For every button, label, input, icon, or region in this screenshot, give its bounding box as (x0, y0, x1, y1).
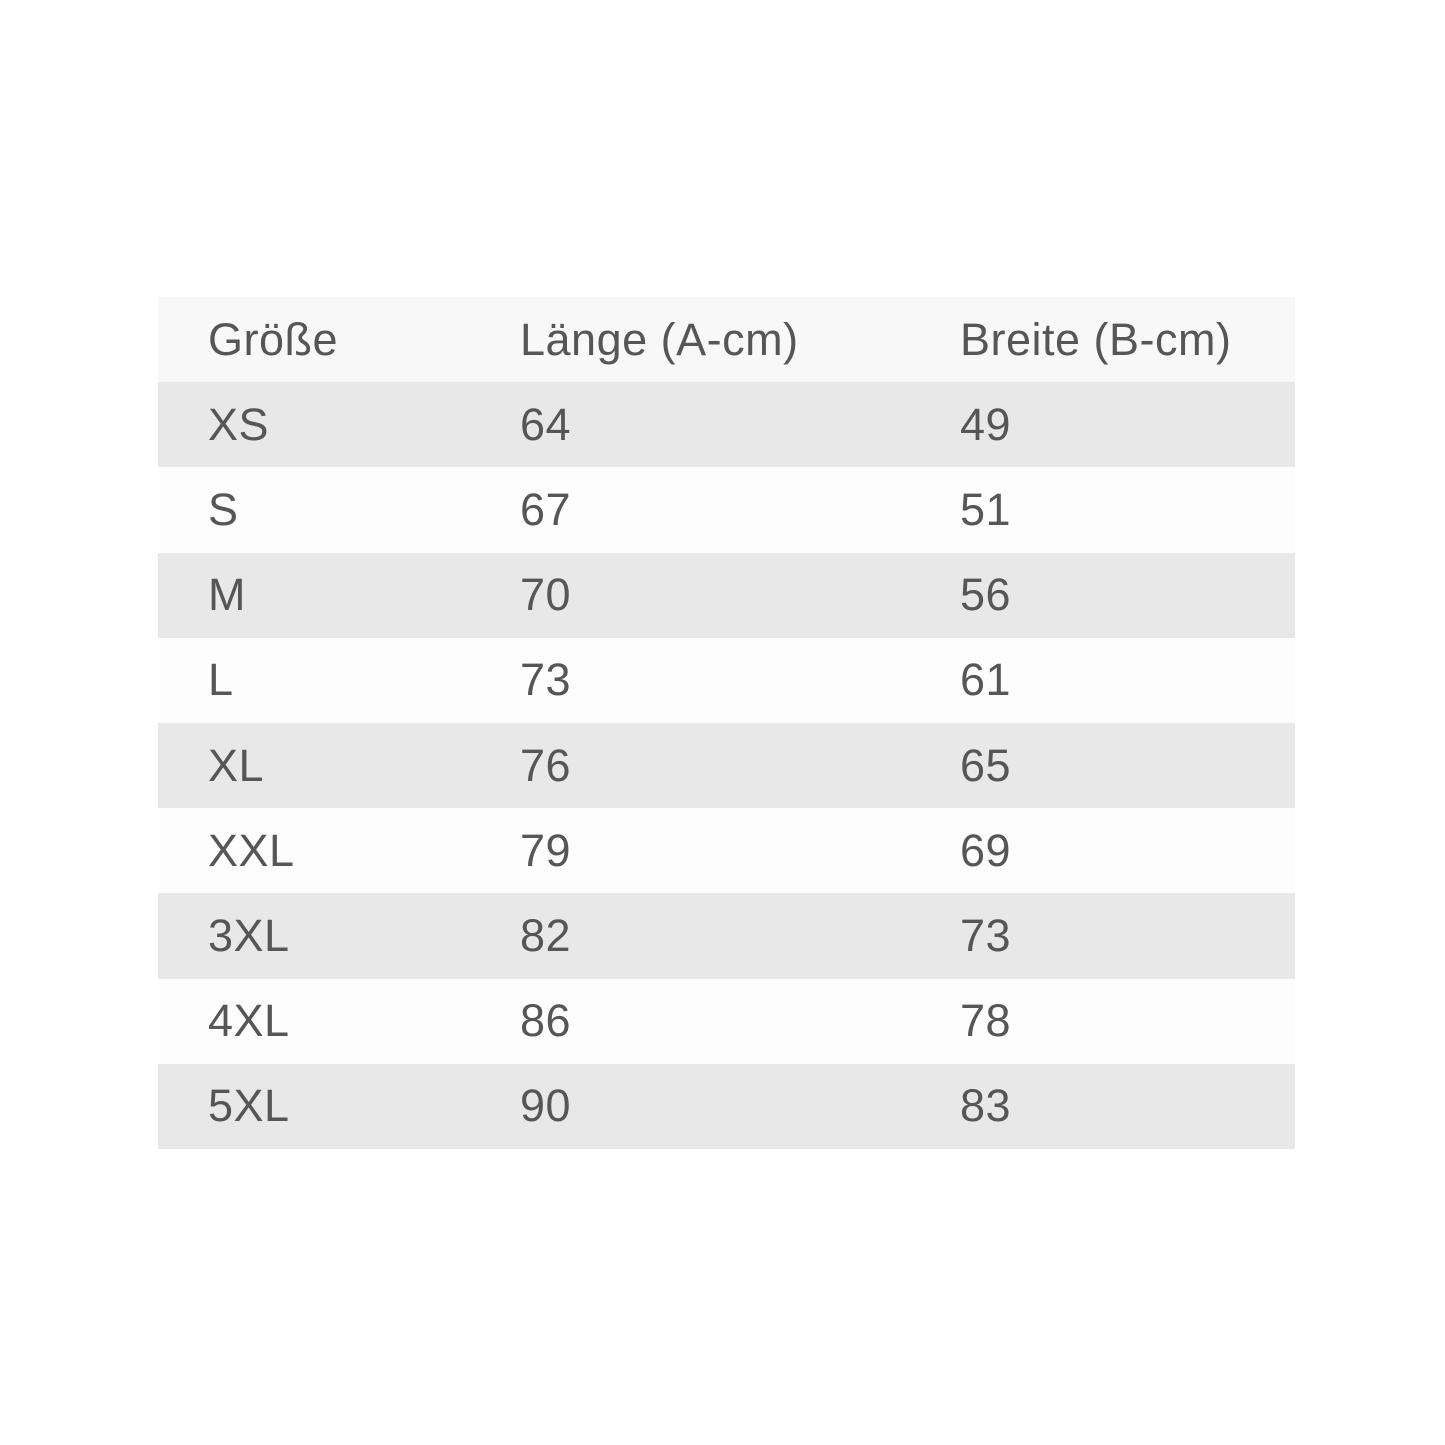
cell-length: 86 (520, 995, 572, 1047)
table-header-row (158, 297, 1295, 382)
cell-width: 51 (960, 483, 1012, 535)
cell-width: 65 (960, 739, 1012, 791)
cell-size: 5XL (208, 1080, 290, 1132)
table-row (158, 382, 1295, 467)
table-row (158, 553, 1295, 638)
header-length: Länge (A-cm) (520, 313, 799, 365)
table-row (158, 723, 1295, 808)
cell-size: L (208, 654, 234, 706)
table-row (158, 893, 1295, 978)
cell-length: 79 (520, 824, 572, 876)
cell-size: XS (208, 398, 270, 450)
cell-length: 82 (520, 909, 572, 961)
cell-width: 78 (960, 995, 1012, 1047)
table-row (158, 467, 1295, 552)
cell-size: M (208, 569, 246, 621)
table-row (158, 979, 1295, 1064)
header-size: Größe (208, 313, 339, 365)
cell-width: 49 (960, 398, 1012, 450)
cell-length: 76 (520, 739, 572, 791)
table-row (158, 1064, 1295, 1149)
size-chart-table (158, 297, 1295, 1149)
table-row (158, 808, 1295, 893)
cell-length: 64 (520, 398, 572, 450)
cell-size: XL (208, 739, 265, 791)
cell-size: S (208, 483, 239, 535)
cell-size: 3XL (208, 909, 290, 961)
cell-size: XXL (208, 824, 295, 876)
cell-width: 61 (960, 654, 1012, 706)
cell-width: 69 (960, 824, 1012, 876)
cell-length: 73 (520, 654, 572, 706)
cell-width: 83 (960, 1080, 1012, 1132)
cell-length: 67 (520, 483, 572, 535)
cell-width: 56 (960, 569, 1012, 621)
table-row (158, 638, 1295, 723)
header-width: Breite (B-cm) (960, 313, 1232, 365)
cell-width: 73 (960, 909, 1012, 961)
cell-length: 70 (520, 569, 572, 621)
cell-size: 4XL (208, 995, 290, 1047)
cell-length: 90 (520, 1080, 572, 1132)
